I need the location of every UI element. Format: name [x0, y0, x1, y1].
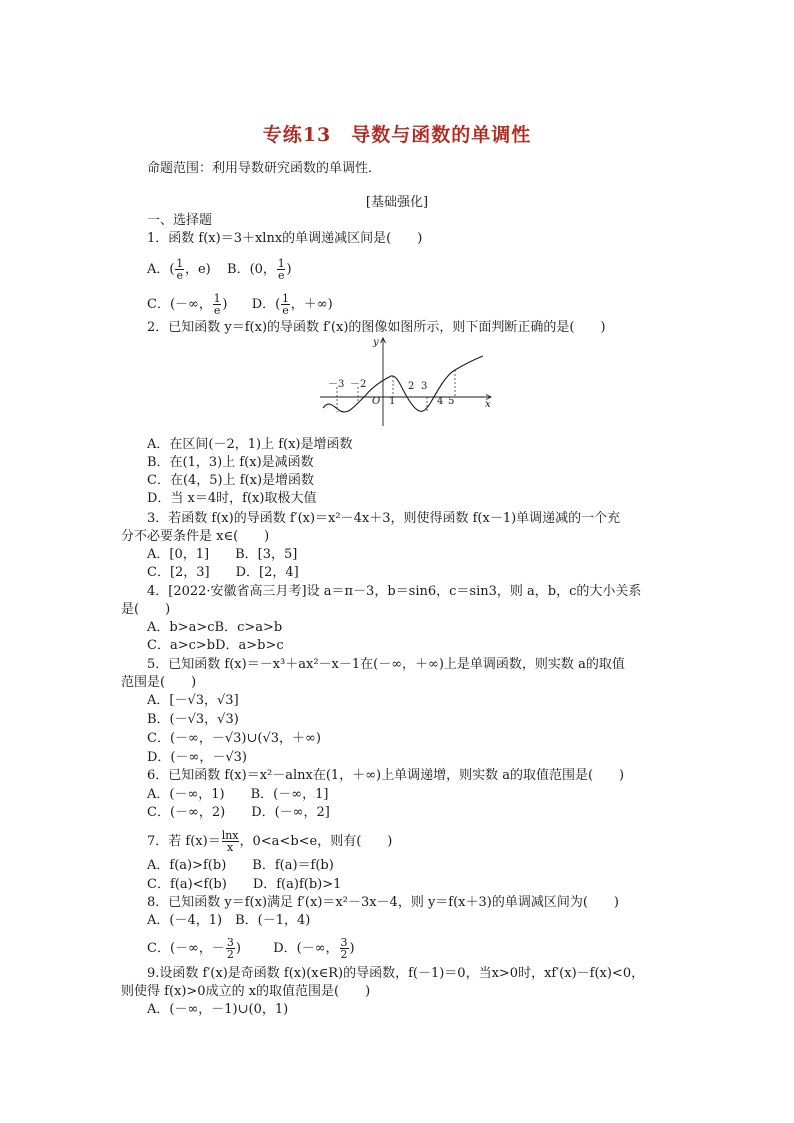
tick-label: 4 [437, 396, 444, 407]
fraction: $\frac{3}{2}$ [226, 936, 234, 961]
q3-stem: 3．若函数 f(x)的导函数 f′(x)＝x²－4x＋3，则使得函数 f(x－1)单调递减的一个充 [147, 511, 621, 526]
tick-label: 5 [448, 396, 455, 407]
q8-options-cd [147, 937, 355, 960]
q1-option-c: C．(－∞， $\frac{1}{e}$ ) [147, 292, 228, 317]
q6-options-ab: A．(－∞，1) B．(－∞，1] [147, 787, 329, 802]
q3-options-cd: C．[2，3] D．[2，4] [147, 565, 299, 580]
scope-text: 命题范围：利用导数研究函数的单调性． [147, 161, 382, 176]
q3-options-ab: A．[0，1] B．[3，5] [147, 547, 298, 562]
q7-stem: 7．若 f(x)＝ $\frac{\ln x}{x}$ ，0<a<b<e，则有( ) [147, 829, 393, 854]
q1-option-d: D．( $\frac{1}{e}$ ，＋∞) [251, 292, 333, 317]
q5-option-c: C．(－∞，－√3)∪(√3，＋∞) [147, 731, 321, 746]
q5-option-b: B．(－√3，√3) [147, 712, 239, 727]
q8-options-ab: A．(－4，1) B．(－1，4) [147, 913, 311, 928]
page-title: 专练13 导数与函数的单调性 [262, 124, 532, 146]
q8-option-c: C．(－∞，－ $\frac{3}{2}$ ) [147, 936, 241, 961]
tick-label: －2 [350, 379, 367, 390]
part-heading: 一、选择题 [147, 213, 213, 228]
tick-label: －3 [328, 379, 345, 390]
axis-label-y: y [373, 337, 379, 348]
q5-stem: 5．已知函数 f(x)＝－x³＋ax²－x－1在(－∞，＋∞)上是单调函数，则实数 a的取值 [147, 657, 625, 672]
section-heading: [基础强化] [365, 195, 429, 210]
q6-options-cd: C．(－∞，2) D．(－∞，2] [147, 805, 330, 820]
derivative-curve [323, 356, 483, 412]
tick-label: 1 [389, 396, 396, 407]
fraction: $\frac{1}{e}$ [213, 292, 221, 317]
q1-option-b: B．(0， $\frac{1}{e}$ ) [227, 257, 292, 282]
q2-option-b: B．在(1，3)上 f(x)是减函数 [147, 455, 314, 470]
fraction: $\frac{1}{e}$ [176, 257, 184, 282]
tick-label: 3 [421, 381, 428, 392]
q9-stem-cont: 则使得 f(x)>0成立的 x的取值范围是( ) [121, 984, 371, 999]
q4-stem-cont: 是( ) [121, 602, 171, 617]
q8-stem: 8．已知函数 y＝f(x)满足 f′(x)＝x²－3x－4，则 y＝f(x＋3)的单调减区间为( ) [147, 895, 619, 910]
q7-options-ab: A．f(a)>f(b) B．f(a)＝f(b) [147, 858, 334, 873]
q5-option-a: A．[－√3，√3] [147, 693, 239, 708]
q9-option-a: A．(－∞，－1)∪(0，1) [147, 1002, 289, 1017]
fraction: $\frac{\ln x}{x}$ [221, 829, 239, 854]
q2-option-a: A．在区间(－2，1)上 f(x)是增函数 [147, 437, 353, 452]
tick-label: 2 [408, 381, 415, 392]
q2-stem: 2．已知函数 y＝f(x)的导函数 f′(x)的图像如图所示，则下面判断正确的是( ) [147, 320, 606, 335]
axis-label-x: x [485, 399, 491, 410]
q4-stem: 4．[2022·安徽省高三月考]设 a＝π－3，b＝sin6，c＝sin3，则 a，b，c的大小关系 [147, 584, 642, 599]
q6-stem: 6．已知函数 f(x)＝x²－alnx在(1，＋∞)上单调递增，则实数 a的取值范围是( ) [147, 768, 625, 783]
q1-options-cd [147, 293, 333, 316]
q2-option-c: C．在(4，5)上 f(x)是增函数 [147, 473, 315, 488]
q4-options-ab: A．b>a>cB．c>a>b [147, 620, 283, 635]
fraction: $\frac{1}{e}$ [281, 292, 289, 317]
q7-options-cd: C．f(a)<f(b) D．f(a)f(b)>1 [147, 877, 342, 892]
fraction: $\frac{3}{2}$ [340, 936, 348, 961]
q9-stem: 9.设函数 f′(x)是奇函数 f(x)(x∈R)的导函数，f(－1)＝0，当x>0时，xf′(x)－f(x)<0， [147, 966, 645, 981]
q5-option-d: D．(－∞，－√3) [147, 750, 247, 765]
q8-option-d: D．(－∞， $\frac{3}{2}$ ) [273, 936, 355, 961]
q1-option-a: A．( $\frac{1}{e}$ ，e) [147, 257, 211, 282]
origin-label: O [372, 396, 381, 407]
q1-options-ab [147, 258, 292, 281]
q1-stem: 1．函数 f(x)＝3＋xlnx的单调递减区间是( ) [147, 231, 423, 246]
fraction: $\frac{1}{e}$ [277, 257, 285, 282]
q5-stem-cont: 范围是( ) [121, 675, 197, 690]
q2-option-d: D．当 x＝4时，f(x)取极大值 [147, 491, 317, 506]
q3-stem-cont: 分不必要条件是 x∈( ) [121, 529, 270, 544]
derivative-graph-figure [315, 334, 495, 428]
q4-options-cd: C．a>c>bD．a>b>c [147, 638, 284, 653]
